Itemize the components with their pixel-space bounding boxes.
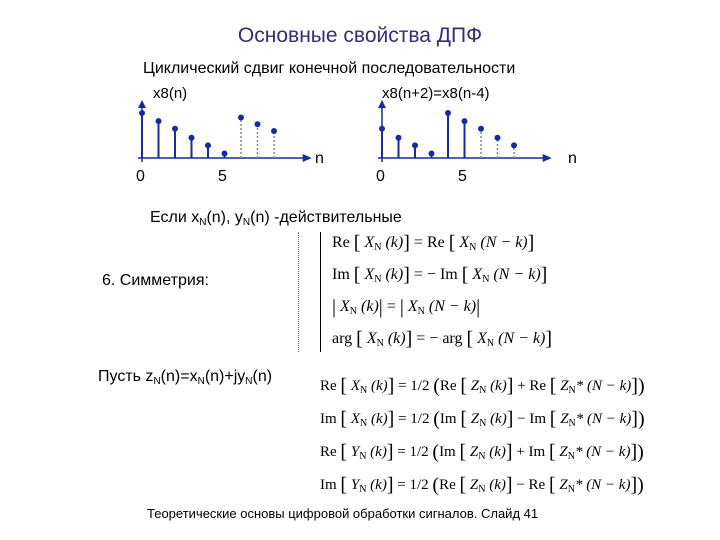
formula-paren: ) [637, 375, 645, 397]
sym-lhs-op: arg [332, 330, 357, 347]
formula-paren: ( [432, 441, 440, 463]
plot2-label-text: x8(n+2)=x8(n-4) [382, 85, 490, 102]
formula-bracket: [ [459, 441, 467, 463]
sym-rhs-arg: (N − k) [476, 234, 528, 251]
sym-bracket: ] [403, 232, 410, 254]
formula-bracket: [ [340, 474, 348, 496]
plot1-stem-chart [125, 100, 325, 170]
plot2-point-6 [478, 126, 484, 132]
formula-z2-arg: * (N − k) [575, 378, 632, 394]
formula-z1: Z [466, 477, 479, 493]
formula-op1: Re [439, 378, 461, 394]
plot2-point-2 [412, 142, 418, 148]
formula-z2-sub: N [567, 484, 575, 495]
formula-bracket: [ [460, 408, 467, 430]
plot2-point-3 [429, 151, 435, 157]
formula-bracket: ] [505, 474, 513, 496]
sym-lhs-x: X [360, 234, 375, 251]
plot2-tick-5: 5 [458, 168, 467, 185]
sym-bracket: [ [353, 264, 361, 286]
plot1-point-0 [139, 110, 145, 116]
formula-z2: Z [556, 378, 569, 394]
formula-bracket: ] [506, 408, 514, 430]
formula-paren: ) [637, 408, 645, 430]
formula-bracket: ] [631, 375, 638, 397]
formula-bracket: ] [630, 474, 638, 496]
formula-lhs-x: Y [347, 444, 360, 460]
symmetry-row-1 [332, 264, 547, 287]
plot2-x-arrow [543, 154, 552, 162]
sym-lhs-arg: (k) [381, 266, 404, 283]
formula-row-2 [320, 441, 644, 464]
formula-row-3 [320, 474, 644, 497]
formula-z1-sub: N [479, 418, 487, 429]
sym-lhs-sub: N [349, 306, 358, 317]
formula-bracket: [ [340, 375, 348, 397]
formula-z1-arg: (k) [486, 411, 507, 427]
formula-z2-arg: * (N − k) [574, 444, 631, 460]
formula-paren: ( [433, 408, 440, 430]
plot2-point-4 [445, 110, 451, 116]
symmetry-row-2 [332, 296, 480, 319]
formula-z1-arg: (k) [485, 477, 506, 493]
formula-bracket: ] [631, 408, 638, 430]
plot1-point-8 [271, 128, 277, 134]
formula-lhs-sub: N [359, 451, 367, 462]
formula-lhs-sub: N [359, 484, 367, 495]
sym-lhs-x: X [336, 298, 350, 315]
plot1-label-text: x8(n) [153, 85, 188, 102]
formula-lhs-arg: (k) [366, 477, 387, 493]
sym-rhs-arg: (N − k) [424, 298, 477, 315]
formula-bracket: [ [548, 441, 556, 463]
plot2-point-7 [495, 135, 501, 141]
formula-z1: Z [466, 378, 480, 394]
formula-z2-arg: * (N − k) [575, 411, 632, 427]
sym-rhs-sub: N [486, 338, 495, 349]
formula-z1: Z [466, 411, 480, 427]
sym-rhs-op: Im [439, 266, 462, 283]
formula-eq: = 1/2 [393, 477, 433, 493]
formula-bracket: [ [460, 375, 467, 397]
sym-rhs-sub: N [482, 274, 490, 285]
real-condition [150, 209, 402, 228]
sym-bracket: [ [353, 232, 361, 254]
plot1-point-1 [156, 118, 162, 124]
sym-bracket: ] [405, 328, 413, 350]
sym-rhs-op: Re [426, 234, 449, 251]
let-mid2: (n)+jy [204, 368, 246, 385]
formula-paren: ( [432, 474, 440, 496]
formula-z1-arg: (k) [486, 378, 507, 394]
sym-eq: = [409, 234, 427, 251]
formula-op2: + Re [513, 378, 550, 394]
formula-bracket: ] [506, 375, 514, 397]
cond-prefix: Если x [150, 209, 200, 226]
formula-paren: ) [637, 441, 644, 463]
sym-rhs-x: X [403, 298, 418, 315]
formula-z2-arg: * (N − k) [574, 477, 631, 493]
sym-lhs-op: Im [332, 266, 354, 283]
formula-paren: ) [637, 474, 644, 496]
plot2-point-8 [511, 142, 517, 148]
formula-op2: − Re [512, 477, 549, 493]
formula-row-1 [320, 408, 645, 431]
sym-bracket: ] [527, 232, 535, 254]
formula-lhs-x: X [347, 378, 361, 394]
formula-op2: − Im [513, 411, 550, 427]
slide-footer: Теоретические основы цифровой обработки сигналов. Слайд 41 [147, 506, 539, 521]
plot1-point-7 [255, 121, 261, 127]
formula-z1-sub: N [478, 484, 486, 495]
sym-bracket: | [476, 296, 481, 318]
formula-eq: = 1/2 [393, 444, 433, 460]
symmetry-row-3 [332, 328, 552, 351]
cond-mid: (n), y [206, 209, 243, 226]
formula-bracket: ] [386, 474, 394, 496]
sym-lhs-arg: (k) [383, 330, 406, 347]
formula-z2-sub: N [568, 418, 576, 429]
formula-op2: + Im [512, 444, 549, 460]
formula-lhs-sub: N [360, 418, 368, 429]
formula-z2: Z [556, 411, 569, 427]
formula-lhs-x: X [347, 411, 361, 427]
plot2-stem-chart [365, 100, 565, 170]
cond-sub2: N [242, 217, 251, 228]
formula-eq: = 1/2 [394, 411, 434, 427]
sym-lhs-arg: (k) [381, 234, 404, 251]
plot1-point-6 [238, 115, 244, 121]
formula-z1-sub: N [478, 451, 486, 462]
formula-op1: Re [439, 477, 460, 493]
cond-suffix: (n) -действительные [250, 209, 402, 226]
sym-bracket: [ [461, 264, 469, 286]
formula-paren: ( [433, 375, 440, 397]
plot1-point-3 [189, 135, 195, 141]
formula-z2: Z [555, 477, 568, 493]
sym-bracket: ] [545, 328, 553, 350]
plot2-point-0 [379, 126, 385, 132]
formula-row-0 [320, 375, 645, 398]
formula-lhs-op: Im [320, 477, 341, 493]
plot1-tick-5: 5 [218, 168, 227, 185]
formula-lhs-arg: (k) [367, 411, 388, 427]
plot2-tick-0: 0 [376, 168, 385, 185]
plot1-y-arrow [138, 100, 146, 108]
formula-op1: Im [439, 411, 461, 427]
let-suffix: (n) [252, 368, 273, 385]
sym-lhs-x: X [362, 330, 377, 347]
formula-bracket: [ [340, 408, 348, 430]
sym-lhs-sub: N [374, 274, 382, 285]
sym-rhs-op: arg [442, 330, 467, 347]
formula-bracket: [ [549, 375, 557, 397]
symmetry-label: 6. Симметрия: [102, 272, 209, 289]
sym-bracket: ] [540, 264, 548, 286]
sym-rhs-x: X [455, 234, 470, 251]
plot1-point-4 [205, 142, 211, 148]
sym-bracket: [ [466, 328, 474, 350]
sym-rhs-sub: N [469, 242, 477, 253]
formula-bracket: ] [387, 408, 395, 430]
sym-eq: = − [409, 266, 440, 283]
sym-rhs-sub: N [417, 306, 425, 317]
formula-lhs-sub: N [360, 385, 368, 396]
sym-rhs-x: X [468, 266, 483, 283]
sym-bracket: ] [403, 264, 410, 286]
sym-rhs-x: X [473, 330, 487, 347]
symmetry-row-0 [332, 232, 534, 255]
sym-rhs-arg: (N − k) [489, 266, 541, 283]
formula-bracket: ] [505, 441, 513, 463]
formula-z2-sub: N [568, 385, 576, 396]
sym-lhs-sub: N [376, 338, 384, 349]
plot1-axis-n: n [315, 150, 324, 167]
formula-bracket: [ [340, 441, 348, 463]
slide-subtitle: Циклический сдвиг конечной последовательности [143, 60, 516, 77]
formula-bracket: ] [386, 441, 394, 463]
sym-eq: = [382, 298, 400, 315]
formula-bracket: [ [548, 474, 556, 496]
let-sub1: N [153, 376, 161, 387]
formula-bracket: [ [459, 474, 467, 496]
plot1-tick-0: 0 [136, 168, 145, 185]
formula-z2-sub: N [567, 451, 575, 462]
formula-lhs-arg: (k) [366, 444, 387, 460]
complex-definition [98, 368, 272, 387]
formula-lhs-x: Y [347, 477, 360, 493]
sym-lhs-arg: (k) [357, 298, 379, 315]
sym-eq: = − [412, 330, 443, 347]
let-mid1: (n)=x [160, 368, 198, 385]
sym-bracket: | [332, 296, 337, 318]
slide-title: Основные свойства ДПФ [237, 24, 483, 47]
formula-lhs-arg: (k) [367, 378, 388, 394]
sym-lhs-sub: N [374, 242, 382, 253]
plot1-x-arrow [303, 154, 312, 162]
formula-z2: Z [555, 444, 568, 460]
sym-lhs-op: Re [332, 234, 354, 251]
let-sub3: N [245, 376, 253, 387]
plot2-point-1 [396, 135, 402, 141]
formula-lhs-op: Im [320, 411, 341, 427]
formula-eq: = 1/2 [394, 378, 434, 394]
sym-rhs-arg: (N − k) [494, 330, 546, 347]
plot1-point-2 [172, 126, 178, 132]
sym-bracket: [ [448, 232, 456, 254]
sym-bracket: | [399, 296, 404, 318]
formula-z1: Z [466, 444, 479, 460]
formula-bracket: ] [387, 375, 395, 397]
symmetry-dotted-line [298, 232, 299, 352]
plot2-axis-n: n [568, 150, 577, 167]
sym-lhs-x: X [360, 266, 375, 283]
sym-bracket: | [378, 296, 383, 318]
formula-lhs-op: Re [320, 378, 341, 394]
sym-bracket: [ [356, 328, 363, 350]
symmetry-brace [320, 232, 321, 352]
plot2-y-arrow [378, 100, 386, 108]
formula-bracket: [ [549, 408, 557, 430]
formula-z1-sub: N [479, 385, 487, 396]
formula-bracket: ] [630, 441, 638, 463]
formula-op1: Im [439, 444, 460, 460]
formula-lhs-op: Re [320, 444, 341, 460]
plot2-point-5 [462, 118, 468, 124]
cond-sub1: N [199, 217, 207, 228]
plot1-point-5 [222, 151, 228, 157]
let-sub2: N [197, 376, 205, 387]
let-prefix: Пусть z [98, 368, 154, 385]
formula-z1-arg: (k) [485, 444, 506, 460]
